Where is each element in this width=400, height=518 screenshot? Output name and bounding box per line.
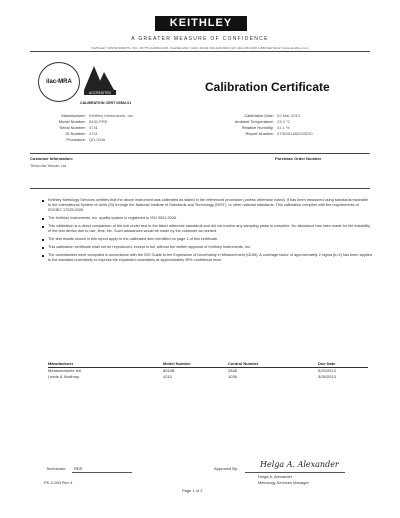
header-control: Control Number [228,361,259,366]
info-row-manufacturer: Manufacturer: Keithley Instruments, Inc. [61,113,134,118]
header-manufacturer: Manufacturer [48,361,74,366]
info-row-model: Model Number: 6430-PRE [58,119,108,124]
instrument-info [40,113,134,143]
company-address: KEITHLEY INSTRUMENTS, INC. 28775 AURORA RD, CLEVELAND, OHIO 44139 440-248-0400 FAX 440-248-6168 1-888-KEITHLEY www.keithley.com [91,46,309,50]
document-title: Calibration Certificate [205,80,330,94]
info-row-serial: Serial Number: 4741 [59,125,98,130]
statement-reproduction: This calibration certificate shall not be reproduced, except in full, without the written approval of Keithley Instruments, Inc. [42,245,372,250]
technician-label: Technician: [46,466,67,471]
keithley-logo: KEITHLEY [155,16,247,31]
statement-traceability: Keithley Metrology Services certifies that the above instrument was calibrated as stated in the referenced procedure (unless otherwise noted). It has been measured using standards traceable to the International System of Units (SI) through the National Institute of Standards and Technology (NIST), or other national standards. This calibration complies with the requirements of ISO/IEC 17025:2005. [42,198,372,213]
info-row-id: ID Number: 4741 [65,131,98,136]
statement-uncertainty: The uncertainties were computed in accordance with the ISO Guide to the Expression of Uncertainty in Measurement (GUM). A coverage factor of approximately 2 sigma (k=2) has been applied to the standard uncertainty to express the expanded uncertainty at approximately 95% confidence level. [42,253,372,263]
calibration-cert-number: CALIBRATION CERT #0582.01 [80,101,132,105]
a2la-badge-text: ACCREDITED [88,91,112,95]
statement-results-scope: The test results shown in this report apply to the calibrated item identified on page 1 of this certificate. [42,237,372,242]
statement-iso-registration: The Keithley Instruments, Inc. quality system is registered to ISO 9001:2008. [42,216,372,221]
page-number: Page 1 of 2 [182,488,203,493]
header-due-date: Due Date [318,361,336,366]
purchase-order-label: Purchase Order Number [275,156,322,161]
customer-rule [30,153,370,154]
header-rule [30,51,370,52]
technician-value: RDS [74,466,83,471]
a2la-logo [82,62,118,96]
info-row-procedure: Procedure: QD-0046 [66,137,106,142]
standards-table [48,361,368,380]
approved-label: Approved By: [214,466,239,471]
info-row-cal-date: Calibration Date: 02-Mar-2013 [244,113,300,118]
statement-direct-comparison: This calibration is a direct comparison of the unit under test to the listed reference standards and did not involve any sampling plans to complete. No allowance has been made for the instability of the test device due to use, time, etc. Such allowances would be made by the customer as needed. [42,224,372,234]
customer-label: Customer Information: [30,156,74,161]
approver-title: Metrology Services Manager [258,480,309,485]
bullets-rule [30,188,370,189]
technician-line [72,472,132,473]
certification-statements [42,198,372,266]
customer-value: Tenicoda Taiwan Ltd [30,163,67,168]
info-row-temperature: Ambient Temperature: 23.3 °C [234,119,291,124]
form-number: PK-2-004 Rev 4 [44,480,73,485]
approver-name: Helga A. Alexander [258,474,293,479]
tagline: A GREATER MEASURE OF CONFIDENCE [131,36,269,42]
info-row-report: Report Number: 0795181850339230 [245,131,313,136]
ilac-mra-logo: ilac-MRA [38,62,80,102]
table-row: Leeds & Northrup 4210 1036 3/26/2013 [48,374,336,379]
info-row-humidity: Relative Humidity: 41.1 % [241,125,290,130]
approver-signature: Helga A. Alexander [260,460,339,469]
header-model: Model Number [163,361,191,366]
approver-line [245,472,345,473]
table-row: Measurements Intl 6010B 2848 5/20/2013 [48,368,336,373]
calibration-info [220,113,313,137]
table-header [48,361,368,368]
